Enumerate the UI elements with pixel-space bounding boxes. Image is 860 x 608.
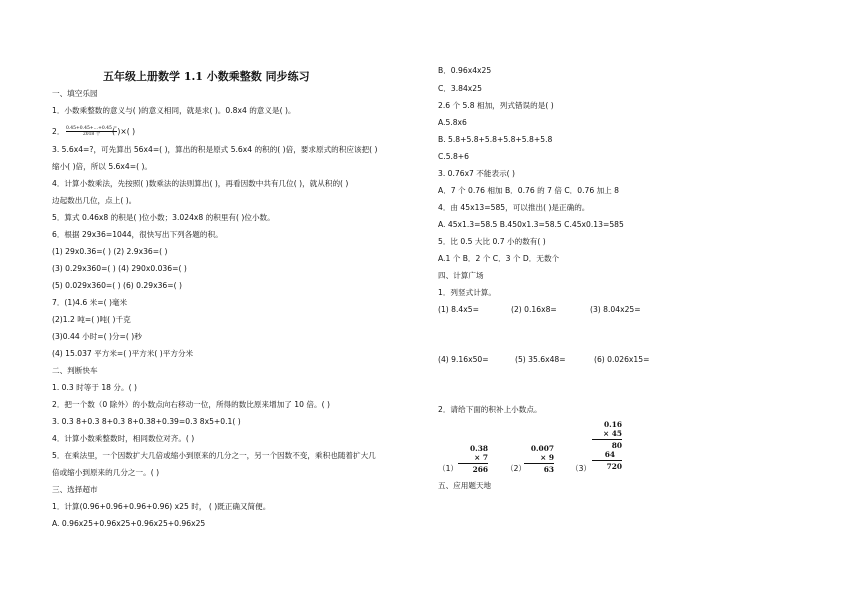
left-line: 3. 0.3 8+0.3 8+0.3 8+0.38+0.39=0.3 8x5+0.1( )	[52, 417, 241, 426]
vertical-rule	[458, 463, 488, 464]
vertical-rule	[592, 439, 622, 440]
vertical-partial: 64	[604, 450, 615, 459]
right-line: B．0.96x4x25	[438, 66, 492, 75]
left-line: 4．计算小数乘法，先按照( )数乘法的法则算出( )，再看因数中共有几位( )，就从积的( )	[52, 179, 349, 188]
left-line: (1) 29x0.36=( ) (2) 2.9x36=( )	[52, 247, 168, 256]
left-line: 2．	[52, 127, 65, 136]
vertical-rule	[592, 460, 622, 461]
right-line: (3) 8.04x25=	[590, 305, 641, 314]
vertical-label: （3）	[571, 464, 592, 473]
right-line: 3. 0.76x7 不能表示( )	[438, 169, 516, 178]
left-line: 缩小( )倍，所以 5.6x4=( )。	[52, 162, 153, 171]
fraction-expression	[66, 126, 117, 137]
fraction-top: 0.45+0.45+…+0.45 =	[66, 126, 118, 131]
vertical-multiplication	[592, 420, 622, 471]
right-line: B. 5.8+5.8+5.8+5.8+5.8+5.8	[438, 135, 553, 144]
vertical-row: 0.38	[469, 444, 488, 453]
right-line: 四、计算广场	[438, 271, 484, 280]
right-line: 2.6 个 5.8 相加，列式错误的是( )	[438, 101, 554, 110]
vertical-result: 63	[543, 465, 554, 474]
left-line: 7．(1)4.6 米=( )毫米	[52, 298, 128, 307]
right-line: 2．请给下面的积补上小数点。	[438, 405, 542, 414]
vertical-row: 0.007	[530, 444, 554, 453]
left-line: (2)1.2 吨=( )吨( )千克	[52, 315, 131, 324]
right-line: 五、应用题天地	[438, 481, 492, 490]
right-line: 4．由 45x13=585，可以推出( )是正确的。	[438, 203, 590, 212]
vertical-label: （1）	[438, 464, 459, 473]
left-line: (3)0.44 小时=( )分=( )秒	[52, 332, 142, 341]
left-line: ( )×( )	[112, 127, 136, 136]
left-line: 6．根据 29x36=1044，很快写出下列各题的积。	[52, 230, 223, 239]
vertical-rule	[524, 463, 554, 464]
right-line: 1．列竖式计算。	[438, 288, 496, 297]
right-line: (6) 0.026x15=	[594, 355, 650, 364]
left-line: (3) 0.29x360=( ) (4) 290x0.036=( )	[52, 264, 187, 273]
left-line: 一、填空乐园	[52, 89, 98, 98]
left-line: 三、选择超市	[52, 485, 98, 494]
right-line: A.1 个 B．2 个 C．3 个 D．无数个	[438, 254, 560, 263]
left-line: 1. 0.3 时等于 18 分。( )	[52, 383, 137, 392]
vertical-row: × 7	[474, 453, 488, 462]
left-line: 二、判断快车	[52, 366, 98, 375]
left-line: 5．在乘法里，一个因数扩大几倍或缩小到原来的几分之一，另一个因数不变，乘积也随着扩大几	[52, 451, 376, 460]
right-line: 5．比 0.5 大比 0.7 小的数有( )	[438, 237, 546, 246]
right-line: C．3.84x25	[438, 84, 482, 93]
right-line: C.5.8+6	[438, 152, 469, 161]
left-line: 3. 5.6x4=?，可先算出 56x4=( )，算出的积是原式 5.6x4 的积的( )倍，要求原式的积应该把( )	[52, 145, 378, 154]
vertical-row: × 45	[602, 429, 622, 438]
vertical-result: 720	[606, 462, 622, 471]
vertical-partial: 80	[611, 441, 622, 450]
left-line: A. 0.96x25+0.96x25+0.96x25+0.96x25	[52, 519, 206, 528]
vertical-row: × 9	[540, 453, 554, 462]
left-line: 4．计算小数乘整数时，相同数位对齐。( )	[52, 434, 195, 443]
vertical-row: 0.16	[603, 420, 622, 429]
right-line: A. 45x1.3=58.5 B.450x1.3=58.5 C.45x0.13=585	[438, 220, 624, 229]
page-title: 五年级上册数学 1.1 小数乘整数 同步练习	[103, 70, 310, 83]
right-line: A.5.8x6	[438, 118, 467, 127]
left-line: (5) 0.029x360=( ) (6) 0.29x36=( )	[52, 281, 182, 290]
left-line: 2．把一个数（0 除外）的小数点向右移动一位，所得的数比原来增加了 10 倍。( )	[52, 400, 330, 409]
vertical-label: （2）	[506, 464, 527, 473]
vertical-result: 266	[472, 465, 488, 474]
left-line: 边起数出几位，点上( )。	[52, 196, 137, 205]
right-line: (1) 8.4x5=	[438, 305, 479, 314]
right-line: (4) 9.16x50=	[438, 355, 489, 364]
left-line: 倍或缩小到原来的几分之一。( )	[52, 468, 160, 477]
left-line: 5．算式 0.46x8 的积是( )位小数；3.024x8 的积里有( )位小数。	[52, 213, 275, 222]
vertical-multiplication	[458, 444, 488, 474]
right-line: (5) 35.6x48=	[515, 355, 566, 364]
fraction-bottom: 2018 个	[66, 131, 117, 137]
right-line: A．7 个 0.76 相加 B．0.76 的 7 倍 C．0.76 加上 8	[438, 186, 619, 195]
left-line: (4) 15.037 平方米=( )平方米( )平方分米	[52, 349, 194, 358]
left-line: 1．小数乘整数的意义与( )的意义相同，就是求( )。0.8x4 的意义是( )。	[52, 106, 296, 115]
right-line: (2) 0.16x8=	[511, 305, 557, 314]
vertical-multiplication	[524, 444, 554, 474]
left-line: 1．计算(0.96+0.96+0.96+0.96) x25 时， ( )既正确又简便。	[52, 502, 271, 511]
